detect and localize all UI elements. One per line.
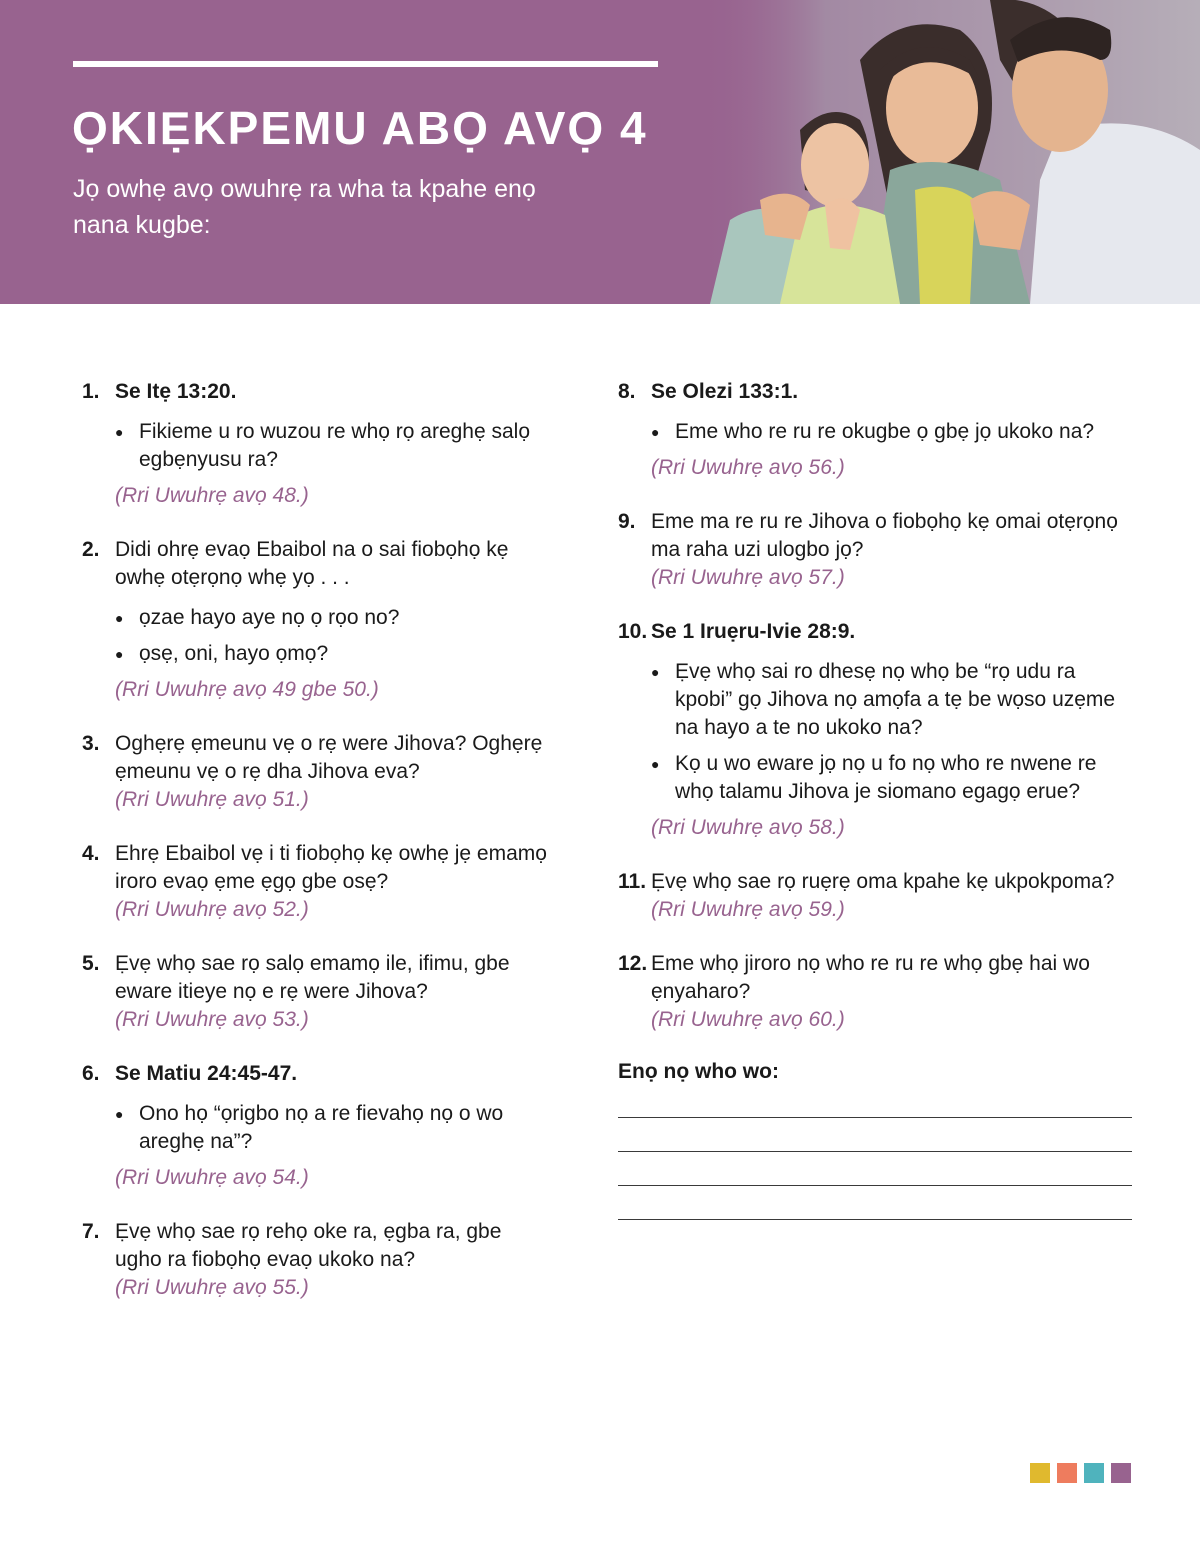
question-12 xyxy=(618,950,1138,1034)
bullet-item: ● Kọ u wo eware jọ nọ u fo nọ who re nwene re whọ talamu Jihova je siomano egagọ erue? xyxy=(651,750,1138,806)
reference-link: (Rri Uwuhrẹ avọ 52.) xyxy=(115,898,309,921)
bullet-item: ● Ẹvẹ whọ sai ro dhesẹ nọ whọ be “rọ udu ra kpobi” gọ Jihova nọ amọfa a tẹ be wọso uzẹme na hayo a te no ukoko na? xyxy=(651,658,1138,742)
question-4 xyxy=(82,840,552,924)
question-text: Se Olezi 133:1. xyxy=(651,380,799,403)
question-11 xyxy=(618,868,1138,924)
bullet-item: ● ọsẹ, oni, hayo ọmọ? xyxy=(115,640,552,668)
question-text: Se Itẹ 13:20. xyxy=(115,380,237,403)
page-subtitle: Jọ owhẹ avọ owuhrẹ ra wha ta kpahe enọ nana kugbe: xyxy=(73,175,536,239)
question-3 xyxy=(82,730,552,814)
question-text: Ẹvẹ whọ sae rọ ruẹrẹ oma kpahe kẹ ukpokpoma? xyxy=(651,870,1115,893)
question-9 xyxy=(618,508,1138,592)
question-7 xyxy=(82,1218,552,1302)
question-text: Didi ohrẹ evaọ Ebaibol na o sai fiobọhọ kẹ owhẹ otẹrọnọ whẹ yọ . . . xyxy=(115,538,509,589)
question-text: Ẹvẹ whọ sae rọ rehọ oke ra, ẹgba ra, gbe ugho ra fiobọhọ evaọ ukoko na? xyxy=(115,1220,502,1271)
swatch-purple xyxy=(1111,1463,1131,1483)
reference-link: (Rri Uwuhrẹ avọ 58.) xyxy=(651,816,845,839)
swatch-orange xyxy=(1057,1463,1077,1483)
question-8 xyxy=(618,378,1138,482)
header-rule xyxy=(73,61,658,67)
reference-link: (Rri Uwuhrẹ avọ 60.) xyxy=(651,1008,845,1031)
reference-link: (Rri Uwuhrẹ avọ 59.) xyxy=(651,898,845,921)
swatch-yellow xyxy=(1030,1463,1050,1483)
question-number: 5. xyxy=(82,952,100,975)
bullet-list xyxy=(115,604,552,668)
bullet-item: ● Fikieme u ro wuzou re whọ rọ areghẹ salọ egbẹnyusu ra? xyxy=(115,418,552,474)
page-title: ỌKIẸKPEMU ABỌ AVỌ 4 xyxy=(72,102,648,154)
questions-right-column xyxy=(618,378,1138,1220)
question-5 xyxy=(82,950,552,1034)
header-banner xyxy=(0,0,1200,304)
question-number: 9. xyxy=(618,510,636,533)
reference-link: (Rri Uwuhrẹ avọ 57.) xyxy=(651,566,845,589)
note-line[interactable] xyxy=(618,1219,1132,1220)
bullet-item: ● Ono họ “ọrigbo nọ a re fievahọ nọ o wo areghẹ na”? xyxy=(115,1100,552,1156)
question-text: Ẹvẹ whọ sae rọ salọ emamọ ile, ifimu, gbe eware itieye nọ e rẹ were Jihova? xyxy=(115,952,510,1003)
question-1 xyxy=(82,378,552,510)
question-number: 6. xyxy=(82,1062,100,1085)
reference-link: (Rri Uwuhrẹ avọ 48.) xyxy=(115,484,309,507)
question-number: 4. xyxy=(82,842,100,865)
reference-link: (Rri Uwuhrẹ avọ 56.) xyxy=(651,456,845,479)
note-line[interactable] xyxy=(618,1151,1132,1152)
question-number: 1. xyxy=(82,380,100,403)
question-text: Se 1 Iruẹru-Ivie 28:9. xyxy=(651,620,856,643)
note-line[interactable] xyxy=(618,1117,1132,1118)
question-text: Eme ma re ru re Jihova o fiobọhọ kẹ omai otẹrọnọ ma raha uzi ulogbo jọ? xyxy=(651,510,1118,561)
question-text: Ehrẹ Ebaibol vẹ i ti fiobọhọ kẹ owhẹ jẹ emamọ iroro evaọ ẹme ẹgọ gbe osẹ? xyxy=(115,842,547,893)
question-number: 8. xyxy=(618,380,636,403)
question-number: 7. xyxy=(82,1220,100,1243)
bullet-item: ● ọzae hayo aye nọ ọ rọo no? xyxy=(115,604,552,632)
reference-link: (Rri Uwuhrẹ avọ 49 gbe 50.) xyxy=(115,678,379,701)
question-number: 12. xyxy=(618,952,648,975)
bullet-list xyxy=(651,418,1138,446)
question-10 xyxy=(618,618,1138,842)
questions-left-column xyxy=(82,378,552,1328)
notes-section xyxy=(618,1060,1138,1220)
reference-link: (Rri Uwuhrẹ avọ 51.) xyxy=(115,788,309,811)
question-6 xyxy=(82,1060,552,1192)
notes-title: Enọ nọ who wo: xyxy=(618,1060,779,1083)
bullet-list xyxy=(115,418,552,474)
reference-link: (Rri Uwuhrẹ avọ 53.) xyxy=(115,1008,309,1031)
question-text: Oghẹrẹ ẹmeunu vẹ o rẹ were Jihova? Oghẹrẹ ẹmeunu vẹ o rẹ dha Jihova eva? xyxy=(115,732,543,783)
bullet-list xyxy=(651,658,1138,806)
question-number: 10. xyxy=(618,620,648,643)
reference-link: (Rri Uwuhrẹ avọ 55.) xyxy=(115,1276,309,1299)
question-number: 11. xyxy=(618,870,647,893)
question-number: 2. xyxy=(82,538,100,561)
bullet-list xyxy=(115,1100,552,1156)
question-2 xyxy=(82,536,552,704)
reference-link: (Rri Uwuhrẹ avọ 54.) xyxy=(115,1166,309,1189)
question-text: Eme whọ jiroro nọ who re ru re whọ gbẹ hai wo ẹnyaharo? xyxy=(651,952,1090,1003)
bullet-item: ● Eme who re ru re okugbe ọ gbẹ jọ ukoko na? xyxy=(651,418,1138,446)
question-text: Se Matiu 24:45-47. xyxy=(115,1062,298,1085)
family-praying-illustration xyxy=(700,0,1200,304)
question-number: 3. xyxy=(82,732,100,755)
color-swatches xyxy=(1030,1463,1131,1483)
swatch-teal xyxy=(1084,1463,1104,1483)
note-line[interactable] xyxy=(618,1185,1132,1186)
